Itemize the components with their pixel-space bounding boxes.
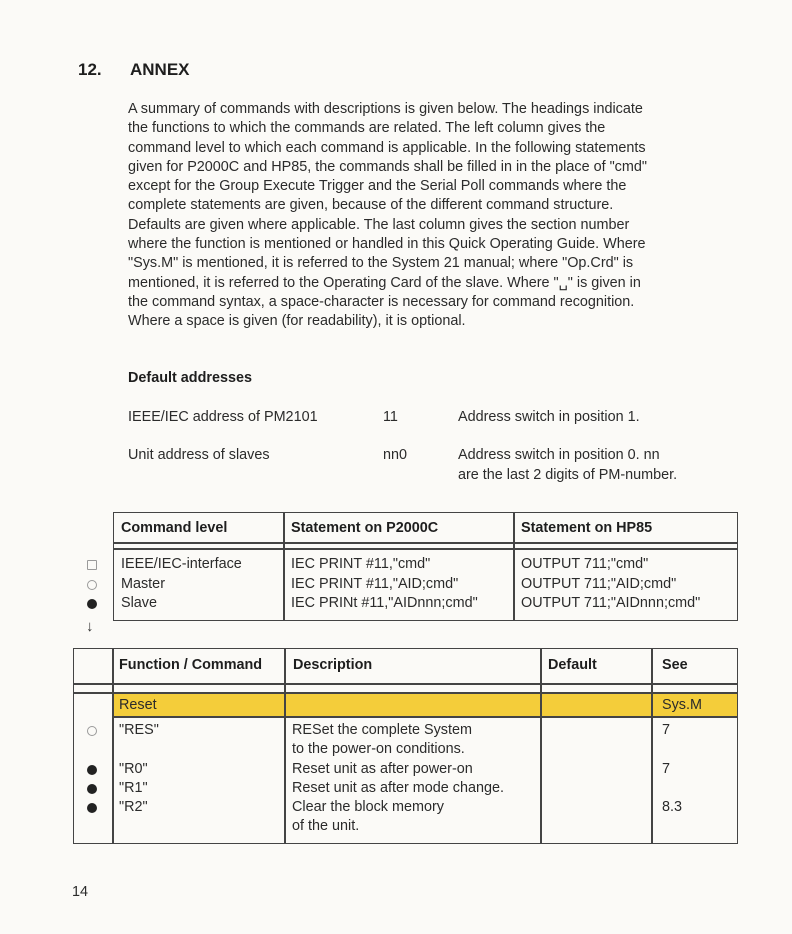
column-header-default: Default [548, 657, 597, 673]
intro-line: the functions to which the commands are related. The left column gives the [128, 120, 606, 137]
description-cell: of the unit. [292, 818, 360, 834]
dot-marker-icon [87, 784, 97, 794]
column-header-function: Function / Command [119, 657, 263, 673]
description-cell: Reset unit as after mode change. [292, 780, 504, 796]
intro-line: mentioned, it is referred to the Operating Card of the slave. Where "␣" is given in [128, 274, 641, 291]
column-header-p2000c: Statement on P2000C [291, 520, 439, 536]
table-divider [113, 548, 738, 550]
address-note: Address switch in position 0. nn [458, 447, 660, 463]
see-cell: 7 [662, 722, 671, 738]
group-title: Reset [119, 697, 157, 713]
column-divider [513, 512, 515, 621]
column-divider [284, 648, 286, 844]
description-cell: to the power-on conditions. [292, 741, 465, 757]
address-note: are the last 2 digits of PM-number. [458, 467, 678, 483]
intro-paragraph [128, 100, 748, 332]
hp85-cell: OUTPUT 711;"AID;cmd" [521, 576, 677, 592]
dot-marker-icon [87, 803, 97, 813]
intro-line: "Sys.M" is mentioned, it is referred to the System 21 manual; where "Op.Crd" is [128, 255, 634, 272]
command-cell: "R1" [119, 780, 148, 796]
address-label: IEEE/IEC address of PM2101 [128, 409, 318, 425]
p2000c-cell: IEC PRINT #11,"AID;cmd" [291, 576, 459, 592]
intro-line: the command syntax, a space-character is necessary for command recognition. [128, 293, 635, 310]
intro-line: A summary of commands with descriptions is given below. The headings indicate [128, 101, 643, 117]
column-divider [651, 648, 653, 844]
address-value: nn0 [383, 447, 408, 463]
section-number: 12. [78, 60, 102, 79]
column-header-command-level: Command level [121, 520, 228, 536]
level-cell: IEEE/IEC-interface [121, 556, 242, 572]
column-divider [283, 512, 285, 621]
intro-line: complete statements are given, because of the different command structure. [128, 197, 614, 214]
intro-line: Defaults are given where applicable. The last column gives the section number [128, 216, 630, 233]
description-cell: RESet the complete System [292, 722, 472, 738]
section-title: ANNEX [130, 60, 190, 79]
table-divider [73, 683, 738, 685]
group-see: Sys.M [662, 697, 702, 713]
arrow-down-icon: ↓ [86, 618, 94, 635]
column-header-description: Description [293, 657, 373, 673]
see-cell: 7 [662, 761, 671, 777]
intro-line: where the function is mentioned or handled in this Quick Operating Guide. Where [128, 236, 646, 253]
group-row-highlight [113, 694, 737, 717]
intro-line: command level to which each command is applicable. In the following statements [128, 139, 646, 156]
table-divider [113, 716, 738, 718]
column-header-see: See [662, 657, 688, 673]
p2000c-cell: IEC PRINt #11,"AIDnnn;cmd" [291, 595, 478, 611]
hp85-cell: OUTPUT 711;"cmd" [521, 556, 649, 572]
command-cell: "RES" [119, 722, 159, 738]
command-cell: "R2" [119, 799, 148, 815]
column-divider [112, 648, 114, 844]
level-cell: Slave [121, 595, 157, 611]
command-cell: "R0" [119, 761, 148, 777]
intro-line: given for P2000C and HP85, the commands shall be filled in in the place of "cmd" [128, 158, 647, 175]
square-marker-icon [87, 560, 97, 570]
address-note: Address switch in position 1. [458, 409, 640, 425]
table-divider [73, 692, 738, 694]
circle-marker-icon [87, 726, 97, 736]
hp85-cell: OUTPUT 711;"AIDnnn;cmd" [521, 595, 701, 611]
dot-marker-icon [87, 599, 97, 609]
level-cell: Master [121, 576, 165, 592]
page-number: 14 [72, 884, 89, 900]
intro-line: except for the Group Execute Trigger and the Serial Poll commands where the [128, 178, 627, 195]
table-divider [113, 542, 738, 544]
default-addresses-heading: Default addresses [128, 370, 252, 386]
address-value: 11 [383, 409, 398, 425]
intro-line: Where a space is given (for readability), it is optional. [128, 313, 466, 330]
address-label: Unit address of slaves [128, 447, 270, 463]
see-cell: 8.3 [662, 799, 683, 815]
circle-marker-icon [87, 580, 97, 590]
column-divider [540, 648, 542, 844]
description-cell: Clear the block memory [292, 799, 444, 815]
dot-marker-icon [87, 765, 97, 775]
column-header-hp85: Statement on HP85 [521, 520, 653, 536]
description-cell: Reset unit as after power-on [292, 761, 473, 777]
p2000c-cell: IEC PRINT #11,"cmd" [291, 556, 431, 572]
